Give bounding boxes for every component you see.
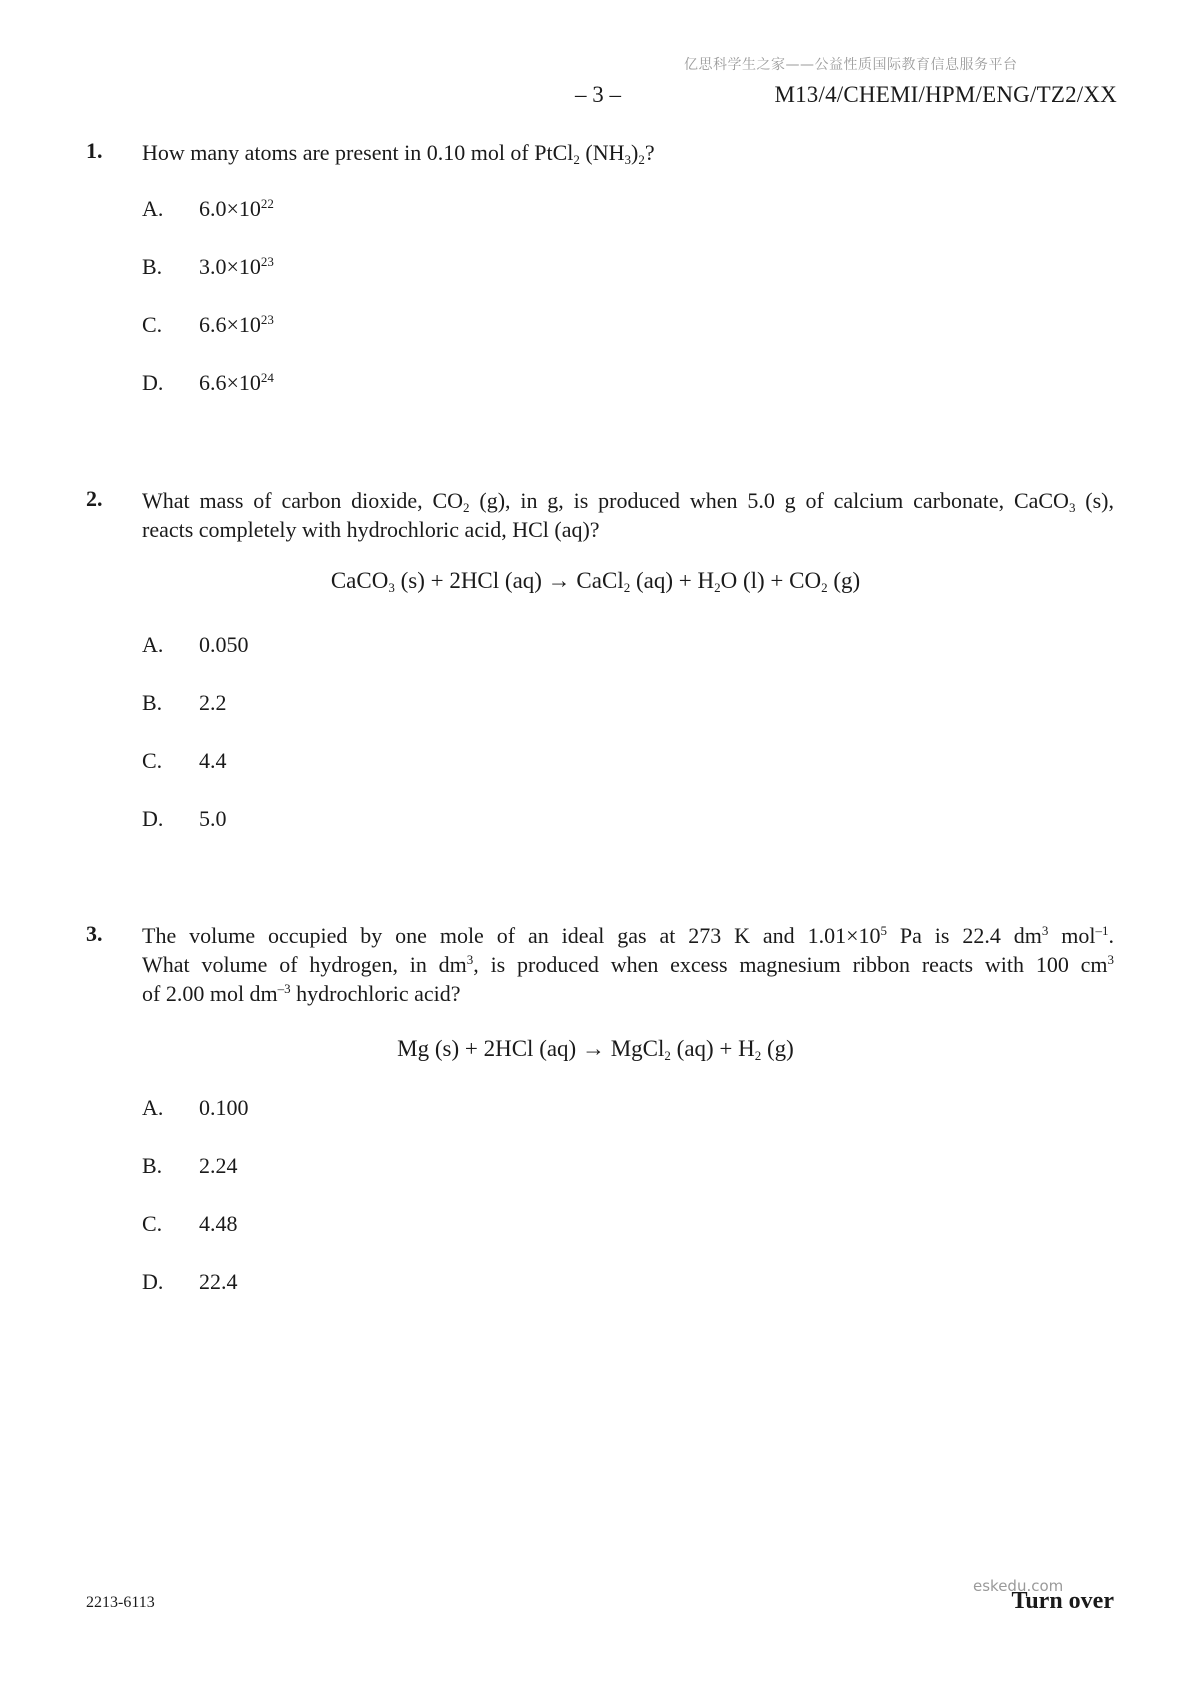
q2-line-1: What mass of carbon dioxide, $CO_2$ (g), in g, is produced when 5.0 g of calcium carbonate, CaCO$_3$ (s), — [142, 488, 1115, 515]
q2-option-d-value: 5.0 — [199, 806, 227, 831]
q1-option-c-value: $6.6\times 10^{23}$ — [199, 312, 274, 337]
q2-option-c-letter: C. — [142, 748, 163, 773]
q3-option-c-letter: C. — [142, 1211, 163, 1236]
page-number: – 3 – — [575, 82, 621, 107]
q1-option-b-value: $3.0\times 10^{23}$ — [199, 254, 274, 279]
question-3-number: 3. — [86, 921, 103, 946]
q2-option-b-value: 2.2 — [199, 690, 227, 715]
q1-option-a-value: $6.0\times 10^{22}$ — [199, 196, 274, 221]
watermark-header: 亿思科学生之家——公益性质国际教育信息服务平台 — [684, 57, 1018, 73]
exam-code: M13/4/CHEMI/HPM/ENG/TZ2/XX — [774, 82, 1117, 107]
question-2-number: 2. — [86, 486, 103, 511]
q1-option-c-letter: C. — [142, 312, 163, 337]
q1-option-a-letter: A. — [142, 196, 164, 221]
q1-option-d-value: $6.6\times 10^{24}$ — [199, 370, 274, 395]
q2-option-c-value: 4.4 — [199, 748, 227, 773]
q3-option-d-value: 22.4 — [199, 1269, 238, 1294]
q2-line-2: reacts completely with hydrochloric acid, HCl (aq)? — [142, 517, 600, 542]
question-1-number: 1. — [86, 138, 103, 163]
q3-option-c-value: 4.48 — [199, 1211, 238, 1236]
q3-equation: Mg (s) + 2HCl (aq) → MgCl$_2$ $(aq) + H_2$ (g) — [397, 1036, 794, 1063]
turn-over-label: Turn over — [1011, 1588, 1114, 1614]
q3-line-2: What volume of hydrogen, in $dm^3$, is produced when excess magnesium ribbon reacts with 100 $cm^3$ — [142, 952, 1114, 977]
q1-option-b-letter: B. — [142, 254, 163, 279]
q3-option-a-value: 0.100 — [199, 1095, 249, 1120]
q3-option-d-letter: D. — [142, 1269, 164, 1294]
q3-option-a-letter: A. — [142, 1095, 164, 1120]
q3-line-3: of 2.00 mol $dm^{-3}$ hydrochloric acid? — [142, 981, 461, 1006]
q2-option-b-letter: B. — [142, 690, 163, 715]
q2-equation: CaCO$_3$ (s) + 2HCl (aq) → CaCl$_2$ $(aq) + H_2O$ $(l) + CO_2$ (g) — [330, 568, 861, 595]
q1-option-d-letter: D. — [142, 370, 164, 395]
q3-option-b-letter: B. — [142, 1153, 163, 1178]
q2-option-d-letter: D. — [142, 806, 164, 831]
q3-line-1: The volume occupied by one mole of an ideal gas at 273 K and $1.01\times 10^5$ Pa is 22.4 $dm^3$ mol$^{-1}$. — [142, 923, 1114, 948]
q3-option-b-value: 2.24 — [199, 1153, 238, 1178]
question-3-stem — [142, 921, 1114, 1008]
watermark-footer: eskedu.com — [973, 1577, 1064, 1595]
footer-paper-code: 2213-6113 — [86, 1594, 155, 1611]
question-2-stem — [142, 486, 1114, 544]
q2-option-a-letter: A. — [142, 632, 164, 657]
q2-option-a-value: 0.050 — [199, 632, 249, 657]
question-1-stem: How many atoms are present in 0.10 mol of PtCl$_2$ $(NH_3)_2$? — [142, 140, 655, 167]
